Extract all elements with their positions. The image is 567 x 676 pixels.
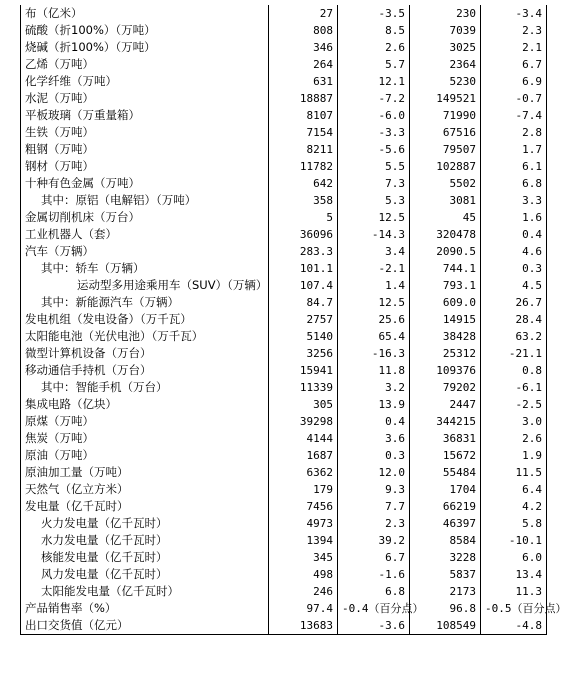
product-name-cell: 微型计算机设备（万台） bbox=[21, 345, 269, 362]
ytd-growth-cell: 2.8 bbox=[481, 124, 547, 141]
ytd-output-cell: 46397 bbox=[410, 515, 481, 532]
month-output-cell: 97.4 bbox=[269, 600, 338, 617]
product-name-cell: 出口交货值（亿元） bbox=[21, 617, 269, 635]
month-output-cell: 101.1 bbox=[269, 260, 338, 277]
month-output-cell: 39298 bbox=[269, 413, 338, 430]
month-growth-cell: -5.6 bbox=[338, 141, 410, 158]
month-growth-cell: 5.7 bbox=[338, 56, 410, 73]
month-growth-cell: 8.5 bbox=[338, 22, 410, 39]
table-row bbox=[21, 124, 547, 141]
month-output-cell: 305 bbox=[269, 396, 338, 413]
ytd-output-cell: 5837 bbox=[410, 566, 481, 583]
ytd-growth-cell: 4.5 bbox=[481, 277, 547, 294]
month-growth-cell: 6.7 bbox=[338, 549, 410, 566]
ytd-output-cell: 2447 bbox=[410, 396, 481, 413]
month-growth-cell: 0.4 bbox=[338, 413, 410, 430]
ytd-output-cell: 38428 bbox=[410, 328, 481, 345]
month-growth-cell: 3.4 bbox=[338, 243, 410, 260]
product-name-cell: 火力发电量（亿千瓦时） bbox=[21, 515, 269, 532]
product-name-cell: 乙烯（万吨） bbox=[21, 56, 269, 73]
month-output-cell: 107.4 bbox=[269, 277, 338, 294]
ytd-growth-cell: -21.1 bbox=[481, 345, 547, 362]
ytd-growth-cell: 1.6 bbox=[481, 209, 547, 226]
month-output-cell: 1394 bbox=[269, 532, 338, 549]
table-row bbox=[21, 413, 547, 430]
ytd-output-cell: 79507 bbox=[410, 141, 481, 158]
product-name-cell: 其中：原铝（电解铝）（万吨） bbox=[21, 192, 269, 209]
table-row bbox=[21, 192, 547, 209]
ytd-output-cell: 2364 bbox=[410, 56, 481, 73]
ytd-output-cell: 7039 bbox=[410, 22, 481, 39]
ytd-output-cell: 609.0 bbox=[410, 294, 481, 311]
product-name-cell: 粗钢（万吨） bbox=[21, 141, 269, 158]
product-name-cell: 集成电路（亿块） bbox=[21, 396, 269, 413]
product-name-cell: 其中：智能手机（万台） bbox=[21, 379, 269, 396]
table-row bbox=[21, 5, 547, 22]
table-row bbox=[21, 22, 547, 39]
month-output-cell: 8107 bbox=[269, 107, 338, 124]
month-output-cell: 2757 bbox=[269, 311, 338, 328]
month-output-cell: 358 bbox=[269, 192, 338, 209]
month-output-cell: 36096 bbox=[269, 226, 338, 243]
month-growth-cell: 12.5 bbox=[338, 209, 410, 226]
ytd-growth-cell: 6.0 bbox=[481, 549, 547, 566]
month-growth-cell: -14.3 bbox=[338, 226, 410, 243]
ytd-output-cell: 66219 bbox=[410, 498, 481, 515]
month-growth-cell: -2.1 bbox=[338, 260, 410, 277]
month-growth-cell: 12.5 bbox=[338, 294, 410, 311]
month-growth-cell: 2.3 bbox=[338, 515, 410, 532]
table-body bbox=[21, 5, 567, 635]
ytd-output-cell: 71990 bbox=[410, 107, 481, 124]
month-growth-cell: 39.2 bbox=[338, 532, 410, 549]
month-growth-cell: 25.6 bbox=[338, 311, 410, 328]
month-growth-cell: -6.0 bbox=[338, 107, 410, 124]
month-growth-cell: -3.6 bbox=[338, 617, 410, 635]
ytd-output-cell: 96.8 bbox=[410, 600, 481, 617]
product-name-cell: 化学纤维（万吨） bbox=[21, 73, 269, 90]
table-row bbox=[21, 345, 547, 362]
month-growth-cell: 3.6 bbox=[338, 430, 410, 447]
ytd-output-cell: 1704 bbox=[410, 481, 481, 498]
month-output-cell: 18887 bbox=[269, 90, 338, 107]
ytd-output-cell: 79202 bbox=[410, 379, 481, 396]
ytd-output-cell: 3081 bbox=[410, 192, 481, 209]
month-growth-cell: 11.8 bbox=[338, 362, 410, 379]
ytd-output-cell: 344215 bbox=[410, 413, 481, 430]
ytd-output-cell: 320478 bbox=[410, 226, 481, 243]
product-name-cell: 焦炭（万吨） bbox=[21, 430, 269, 447]
month-output-cell: 3256 bbox=[269, 345, 338, 362]
table-row bbox=[21, 158, 547, 175]
ytd-output-cell: 25312 bbox=[410, 345, 481, 362]
ytd-output-cell: 3228 bbox=[410, 549, 481, 566]
month-output-cell: 179 bbox=[269, 481, 338, 498]
month-output-cell: 6362 bbox=[269, 464, 338, 481]
ytd-output-cell: 230 bbox=[410, 5, 481, 22]
product-name-cell: 水力发电量（亿千瓦时） bbox=[21, 532, 269, 549]
table-row bbox=[21, 549, 547, 566]
table-row bbox=[21, 430, 547, 447]
ytd-growth-cell: 11.3 bbox=[481, 583, 547, 600]
month-growth-cell: 13.9 bbox=[338, 396, 410, 413]
product-name-cell: 平板玻璃（万重量箱） bbox=[21, 107, 269, 124]
ytd-output-cell: 793.1 bbox=[410, 277, 481, 294]
ytd-output-cell: 3025 bbox=[410, 39, 481, 56]
month-output-cell: 5 bbox=[269, 209, 338, 226]
month-growth-cell: 65.4 bbox=[338, 328, 410, 345]
month-growth-cell: 6.8 bbox=[338, 583, 410, 600]
ytd-growth-cell: 0.3 bbox=[481, 260, 547, 277]
table-row bbox=[21, 396, 547, 413]
month-output-cell: 1687 bbox=[269, 447, 338, 464]
table-row bbox=[21, 362, 547, 379]
month-output-cell: 246 bbox=[269, 583, 338, 600]
table-row bbox=[21, 447, 547, 464]
product-name-cell: 发电机组（发电设备）（万千瓦） bbox=[21, 311, 269, 328]
ytd-growth-cell: -3.4 bbox=[481, 5, 547, 22]
ytd-growth-cell: 63.2 bbox=[481, 328, 547, 345]
product-name-cell: 工业机器人（套） bbox=[21, 226, 269, 243]
ytd-growth-cell: 0.4 bbox=[481, 226, 547, 243]
ytd-output-cell: 67516 bbox=[410, 124, 481, 141]
table-row bbox=[21, 39, 547, 56]
table-row bbox=[21, 566, 547, 583]
ytd-growth-cell: 6.9 bbox=[481, 73, 547, 90]
month-growth-cell: 3.2 bbox=[338, 379, 410, 396]
ytd-growth-cell: 6.7 bbox=[481, 56, 547, 73]
product-name-cell: 风力发电量（亿千瓦时） bbox=[21, 566, 269, 583]
month-growth-cell: 12.0 bbox=[338, 464, 410, 481]
ytd-output-cell: 8584 bbox=[410, 532, 481, 549]
month-output-cell: 15941 bbox=[269, 362, 338, 379]
table-row bbox=[21, 226, 547, 243]
table-row bbox=[21, 311, 547, 328]
month-output-cell: 4144 bbox=[269, 430, 338, 447]
ytd-growth-cell: -0.7 bbox=[481, 90, 547, 107]
month-output-cell: 27 bbox=[269, 5, 338, 22]
table-row bbox=[21, 481, 547, 498]
ytd-growth-cell: -10.1 bbox=[481, 532, 547, 549]
table-row bbox=[21, 328, 547, 345]
ytd-output-cell: 102887 bbox=[410, 158, 481, 175]
ytd-output-cell: 15672 bbox=[410, 447, 481, 464]
table-row bbox=[21, 277, 547, 294]
month-output-cell: 808 bbox=[269, 22, 338, 39]
ytd-growth-cell: 3.0 bbox=[481, 413, 547, 430]
table-row bbox=[21, 583, 547, 600]
ytd-output-cell: 55484 bbox=[410, 464, 481, 481]
ytd-output-cell: 2173 bbox=[410, 583, 481, 600]
table-row bbox=[21, 260, 547, 277]
ytd-output-cell: 2090.5 bbox=[410, 243, 481, 260]
ytd-output-cell: 149521 bbox=[410, 90, 481, 107]
table-row bbox=[21, 600, 547, 617]
ytd-growth-cell: 2.1 bbox=[481, 39, 547, 56]
product-name-cell: 原油加工量（万吨） bbox=[21, 464, 269, 481]
ytd-growth-cell: 3.3 bbox=[481, 192, 547, 209]
ytd-output-cell: 14915 bbox=[410, 311, 481, 328]
product-name-cell: 水泥（万吨） bbox=[21, 90, 269, 107]
ytd-growth-cell: 26.7 bbox=[481, 294, 547, 311]
ytd-output-cell: 5230 bbox=[410, 73, 481, 90]
month-output-cell: 264 bbox=[269, 56, 338, 73]
product-name-cell: 十种有色金属（万吨） bbox=[21, 175, 269, 192]
ytd-growth-cell: -0.5（百分点） bbox=[481, 600, 547, 617]
ytd-growth-cell: 1.9 bbox=[481, 447, 547, 464]
ytd-growth-cell: 5.8 bbox=[481, 515, 547, 532]
ytd-growth-cell: -6.1 bbox=[481, 379, 547, 396]
product-name-cell: 汽车（万辆） bbox=[21, 243, 269, 260]
month-growth-cell: 12.1 bbox=[338, 73, 410, 90]
product-name-cell: 生铁（万吨） bbox=[21, 124, 269, 141]
product-name-cell: 布（亿米） bbox=[21, 5, 269, 22]
month-growth-cell: 2.6 bbox=[338, 39, 410, 56]
product-name-cell: 烧碱（折100%）（万吨） bbox=[21, 39, 269, 56]
product-name-cell: 原煤（万吨） bbox=[21, 413, 269, 430]
product-name-cell: 金属切削机床（万台） bbox=[21, 209, 269, 226]
product-name-cell: 天然气（亿立方米） bbox=[21, 481, 269, 498]
month-growth-cell: 5.5 bbox=[338, 158, 410, 175]
ytd-growth-cell: 4.2 bbox=[481, 498, 547, 515]
ytd-growth-cell: 13.4 bbox=[481, 566, 547, 583]
month-output-cell: 7154 bbox=[269, 124, 338, 141]
table-row bbox=[21, 56, 547, 73]
month-output-cell: 498 bbox=[269, 566, 338, 583]
month-growth-cell: -3.5 bbox=[338, 5, 410, 22]
month-output-cell: 346 bbox=[269, 39, 338, 56]
product-name-cell: 原油（万吨） bbox=[21, 447, 269, 464]
table-row bbox=[21, 209, 547, 226]
month-output-cell: 631 bbox=[269, 73, 338, 90]
ytd-growth-cell: -4.8 bbox=[481, 617, 547, 635]
table-row bbox=[21, 379, 547, 396]
month-growth-cell: -3.3 bbox=[338, 124, 410, 141]
product-name-cell: 移动通信手持机（万台） bbox=[21, 362, 269, 379]
ytd-output-cell: 45 bbox=[410, 209, 481, 226]
ytd-output-cell: 744.1 bbox=[410, 260, 481, 277]
month-output-cell: 5140 bbox=[269, 328, 338, 345]
ytd-growth-cell: -7.4 bbox=[481, 107, 547, 124]
product-name-cell: 产品销售率（%） bbox=[21, 600, 269, 617]
month-growth-cell: 9.3 bbox=[338, 481, 410, 498]
month-growth-cell: -1.6 bbox=[338, 566, 410, 583]
product-name-cell: 发电量（亿千瓦时） bbox=[21, 498, 269, 515]
month-output-cell: 7456 bbox=[269, 498, 338, 515]
ytd-growth-cell: 2.3 bbox=[481, 22, 547, 39]
ytd-growth-cell: 6.1 bbox=[481, 158, 547, 175]
table-row bbox=[21, 90, 547, 107]
ytd-growth-cell: 1.7 bbox=[481, 141, 547, 158]
month-output-cell: 642 bbox=[269, 175, 338, 192]
ytd-growth-cell: -2.5 bbox=[481, 396, 547, 413]
ytd-growth-cell: 6.8 bbox=[481, 175, 547, 192]
ytd-output-cell: 109376 bbox=[410, 362, 481, 379]
ytd-growth-cell: 11.5 bbox=[481, 464, 547, 481]
table-row bbox=[21, 532, 547, 549]
table-row bbox=[21, 294, 547, 311]
ytd-output-cell: 5502 bbox=[410, 175, 481, 192]
table-row bbox=[21, 498, 547, 515]
table-row bbox=[21, 243, 547, 260]
product-name-cell: 太阳能发电量（亿千瓦时） bbox=[21, 583, 269, 600]
month-growth-cell: -7.2 bbox=[338, 90, 410, 107]
ytd-output-cell: 36831 bbox=[410, 430, 481, 447]
ytd-growth-cell: 4.6 bbox=[481, 243, 547, 260]
ytd-growth-cell: 6.4 bbox=[481, 481, 547, 498]
table-row bbox=[21, 73, 547, 90]
month-output-cell: 11339 bbox=[269, 379, 338, 396]
ytd-output-cell: 108549 bbox=[410, 617, 481, 635]
month-output-cell: 345 bbox=[269, 549, 338, 566]
month-output-cell: 4973 bbox=[269, 515, 338, 532]
table-row bbox=[21, 464, 547, 481]
product-name-cell: 其中：新能源汽车（万辆） bbox=[21, 294, 269, 311]
product-name-cell: 钢材（万吨） bbox=[21, 158, 269, 175]
month-growth-cell: -16.3 bbox=[338, 345, 410, 362]
table-row bbox=[21, 175, 547, 192]
product-name-cell: 硫酸（折100%）（万吨） bbox=[21, 22, 269, 39]
product-name-cell: 核能发电量（亿千瓦时） bbox=[21, 549, 269, 566]
month-output-cell: 13683 bbox=[269, 617, 338, 635]
month-growth-cell: 1.4 bbox=[338, 277, 410, 294]
table-row bbox=[21, 515, 547, 532]
month-output-cell: 11782 bbox=[269, 158, 338, 175]
month-output-cell: 84.7 bbox=[269, 294, 338, 311]
table-row bbox=[21, 141, 547, 158]
month-output-cell: 283.3 bbox=[269, 243, 338, 260]
product-name-cell: 运动型多用途乘用车（SUV）（万辆） bbox=[21, 277, 269, 294]
industrial-output-table bbox=[20, 5, 567, 635]
month-growth-cell: -0.4（百分点） bbox=[338, 600, 410, 617]
product-name-cell: 太阳能电池（光伏电池）（万千瓦） bbox=[21, 328, 269, 345]
table-row bbox=[21, 617, 547, 635]
month-growth-cell: 5.3 bbox=[338, 192, 410, 209]
month-output-cell: 8211 bbox=[269, 141, 338, 158]
table-row bbox=[21, 107, 547, 124]
ytd-growth-cell: 28.4 bbox=[481, 311, 547, 328]
month-growth-cell: 7.7 bbox=[338, 498, 410, 515]
ytd-growth-cell: 0.8 bbox=[481, 362, 547, 379]
product-name-cell: 其中：轿车（万辆） bbox=[21, 260, 269, 277]
ytd-growth-cell: 2.6 bbox=[481, 430, 547, 447]
month-growth-cell: 7.3 bbox=[338, 175, 410, 192]
month-growth-cell: 0.3 bbox=[338, 447, 410, 464]
